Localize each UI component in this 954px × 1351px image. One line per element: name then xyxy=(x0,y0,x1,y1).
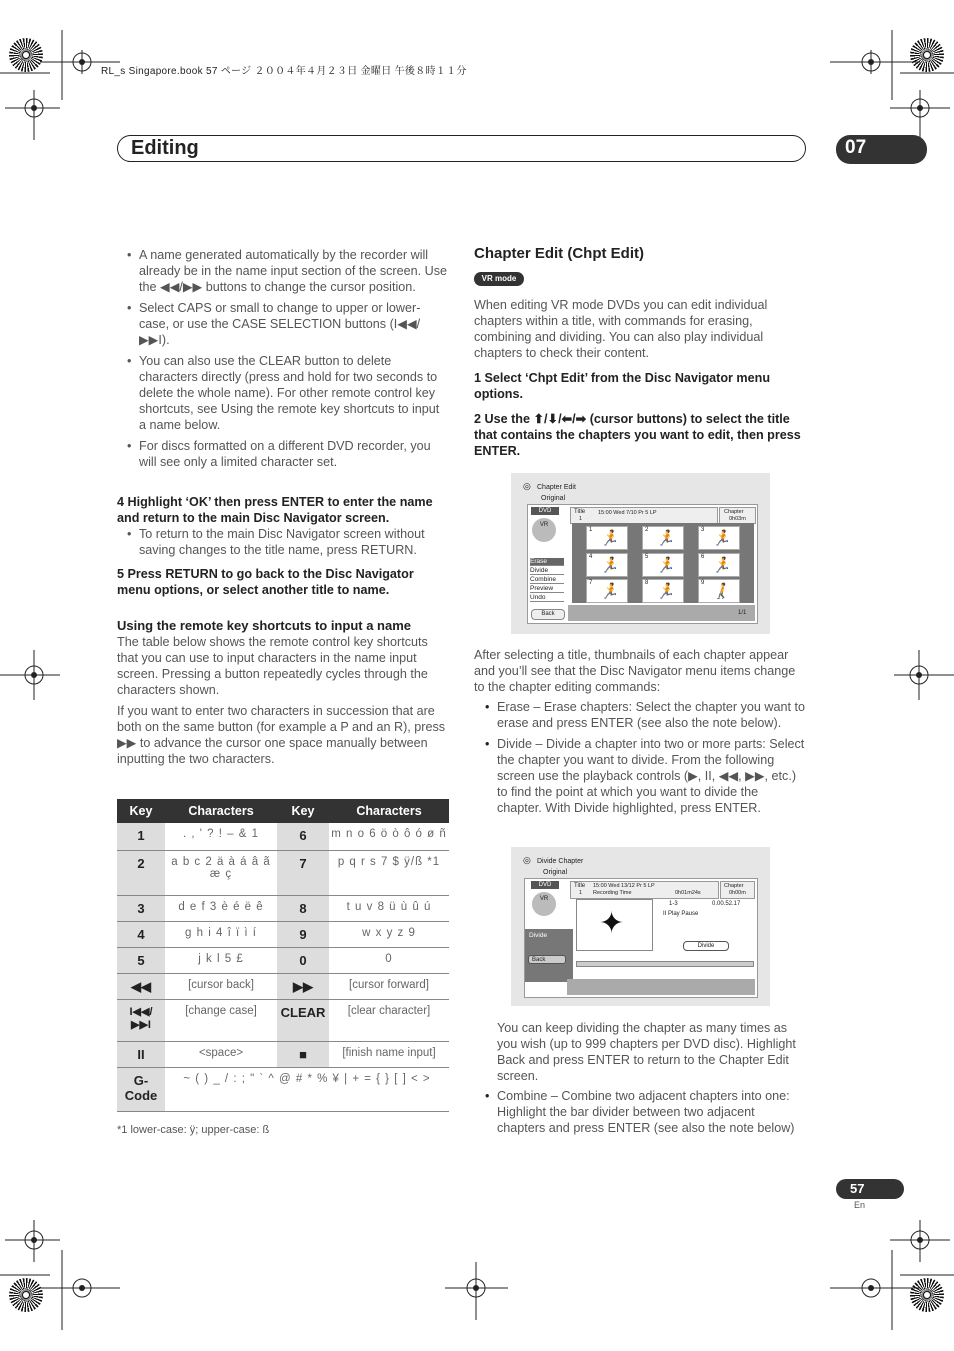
title-info-bar: Title 1 15:00 Wed 7/10 Pr 5 LP xyxy=(570,507,718,524)
chars-cell: m n o 6 ö ò ô ó ø ñ xyxy=(329,823,449,850)
language-label: En xyxy=(854,1200,866,1210)
back-button[interactable]: Back xyxy=(528,955,566,964)
table-row xyxy=(117,921,449,947)
disc-type-badge: DVD xyxy=(531,881,559,889)
screen-panel xyxy=(524,878,758,998)
chars-cell: p q r s 7 $ ÿ/ß *1 xyxy=(329,850,449,895)
title-info-bar: Title 1 15:00 Wed 13/12 Pr 5 LP Recording Time 0h01m24s xyxy=(570,881,719,899)
key-cell: 2 xyxy=(117,850,165,895)
timecode: 0.00.52.17 xyxy=(712,901,741,907)
after-para: After selecting a title, thumbnails of each chapter appear and you’ll see that the Disc Navigator menu items change to the chapter editing commands: xyxy=(474,648,796,694)
screen-disc-icon: ◎ xyxy=(523,481,531,491)
right-heading: Chapter Edit (Chpt Edit) xyxy=(474,245,644,262)
screen-title: Chapter Edit xyxy=(537,484,576,491)
shortcuts-heading: Using the remote key shortcuts to input a name xyxy=(117,618,411,633)
table-row xyxy=(117,999,449,1041)
chapter-info-box: Chapter 0h03m xyxy=(719,507,756,524)
thumbnail[interactable]: 1 🏃 xyxy=(586,526,628,550)
divide-button[interactable]: Divide xyxy=(683,941,729,951)
right-intro-block xyxy=(474,297,806,459)
thumbnail-grid xyxy=(572,523,754,603)
th-chars-1: Characters xyxy=(165,799,277,823)
chars-cell: . , ' ? ! – & 1 xyxy=(165,823,277,850)
vr-disc-icon: VR xyxy=(532,518,556,542)
key-cell: 6 xyxy=(277,823,329,850)
shortcuts-para-1: The table below shows the remote control key shortcuts that you can use to input characters in the name input screen. Pressing a button repeatedly cycles through the characters shown. xyxy=(117,635,428,697)
key-cell: 4 xyxy=(117,921,165,947)
leaf-image: ✦ xyxy=(599,907,625,940)
screen-tab-original: Original xyxy=(543,869,568,876)
chars-cell: [cursor back] xyxy=(165,973,277,999)
key-cell: G-Code xyxy=(117,1067,165,1111)
chars-cell: j k l 5 £ xyxy=(165,947,277,973)
key-cell: 1 xyxy=(117,823,165,850)
left-column xyxy=(127,247,449,470)
key-cell: 3 xyxy=(117,895,165,921)
chars-cell: [clear character] xyxy=(329,999,449,1041)
step-4-note: • To return to the main Disc Navigator screen without saving changes to the title name, press RETURN. xyxy=(127,526,449,558)
disc-type-label: DVD xyxy=(538,508,552,514)
chars-cell: ~ ( ) _ / : ; " ` ^ @ # * % ¥ | + = { } [ ] < > xyxy=(165,1067,449,1111)
thumbnail[interactable]: 2 🏃 xyxy=(642,526,684,550)
table-row xyxy=(117,973,449,999)
th-chars-2: Characters xyxy=(329,799,449,823)
footnote: *1 lower-case: ÿ; upper-case: ß xyxy=(117,1124,270,1136)
side-panel xyxy=(525,929,573,982)
bullet-auto-name: • A name generated automatically by the recorder will already be in the name input section of the screen. Use the ◀◀/▶▶ buttons to change the cursor position. xyxy=(127,247,449,295)
key-cell: 8 xyxy=(277,895,329,921)
th-key-1: Key xyxy=(117,799,165,823)
registration-star-tr xyxy=(910,38,944,72)
chars-cell: a b c 2 ä à á â ã æ ç xyxy=(165,850,277,895)
vr-mode-badge: VR mode xyxy=(474,272,524,286)
step-1: 1 Select ‘Chpt Edit’ from the Disc Navigator menu options. xyxy=(474,371,771,401)
page-number: 57 xyxy=(850,1181,865,1196)
table-row xyxy=(117,947,449,973)
shortcuts-para-2: If you want to enter two characters in succession that are both on the same button (for example a P and an R), press ▶▶ to advance the cursor one space manually between inputting the two characters. xyxy=(117,704,446,766)
side-label-divide: Divide xyxy=(529,932,548,939)
key-cell: 5 xyxy=(117,947,165,973)
screen-title: Divide Chapter xyxy=(537,858,584,865)
status-bar xyxy=(567,979,755,995)
key-cell: 7 xyxy=(277,850,329,895)
chars-cell: t u v 8 ü ù û ú xyxy=(329,895,449,921)
thumbnail[interactable]: 9 🚶 xyxy=(698,579,740,603)
intro-para: When editing VR mode DVDs you can edit individual chapters within a title, with commands for erasing, combining and dividing. You can also play individual chapters to check their content. xyxy=(474,298,768,360)
chars-cell: w x y z 9 xyxy=(329,921,449,947)
section-header xyxy=(117,135,806,162)
chars-cell: d e f 3 è é ë ê xyxy=(165,895,277,921)
table-row xyxy=(117,1067,449,1111)
right-bottom-block xyxy=(474,1020,806,1136)
screen-disc-icon: ◎ xyxy=(523,855,531,865)
menu-erase[interactable]: Erase xyxy=(530,558,564,566)
menu-panel xyxy=(530,558,566,605)
play-status: II Play Pause xyxy=(663,911,699,917)
chars-cell: [change case] xyxy=(165,999,277,1041)
thumbnail[interactable]: 5 🏃 xyxy=(642,553,684,577)
menu-undo[interactable]: Undo xyxy=(530,594,564,602)
registration-star-br xyxy=(910,1278,944,1312)
key-cell: I◀◀/ ▶▶I xyxy=(117,999,165,1041)
key-cell: ▶▶ xyxy=(277,973,329,999)
back-button[interactable]: Back xyxy=(531,609,565,620)
thumbnail[interactable]: 7 🏃 xyxy=(586,579,628,603)
key-cell: ■ xyxy=(277,1041,329,1067)
key-cell: II xyxy=(117,1041,165,1067)
table-row xyxy=(117,850,449,895)
print-header: RL_s Singapore.book 57 ページ ２００４年４月２３日 金曜日 午後８時１１分 xyxy=(101,66,467,77)
chapter-position: 1-3 xyxy=(669,901,678,907)
divide-more-para: You can keep dividing the chapter as many times as you wish (up to 999 chapters per DVD disc). Highlight Back and press ENTER to return to the Chapter Edit screen. xyxy=(497,1021,796,1083)
section-title: Editing xyxy=(131,137,199,159)
right-middle-block xyxy=(474,647,806,816)
bullet-caps: • Select CAPS or small to change to upper or lower-case, or use the CASE SELECTION buttons (I◀◀/▶▶I). xyxy=(127,300,449,348)
vr-disc-icon: VR xyxy=(532,892,556,916)
chapter-tab xyxy=(836,135,927,164)
chapter-edit-screen xyxy=(511,473,770,634)
bullet-other-discs: • For discs formatted on a different DVD recorder, you will see only a limited character set. xyxy=(127,438,449,470)
step-5: 5 Press RETURN to go back to the Disc Navigator menu options, or select another title to name. xyxy=(117,567,414,597)
thumbnail[interactable]: 8 🏃 xyxy=(642,579,684,603)
key-cell: ◀◀ xyxy=(117,973,165,999)
bullet-clear: • You can also use the CLEAR button to delete characters directly (press and hold for two seconds to delete the whole name). For other remote control key shortcuts, see Using the remote key shortcuts to input a name below. xyxy=(127,353,449,433)
step-4: 4 Highlight ‘OK’ then press ENTER to enter the name and return to the main Disc Navigator screen. xyxy=(117,495,433,525)
timeline-bar[interactable] xyxy=(576,961,754,967)
status-bar xyxy=(568,605,755,621)
combine-item: • Combine – Combine two adjacent chapters into one: Highlight the bar divider between two adjacent chapters and press ENTER (see also the note below) xyxy=(485,1088,806,1136)
menu-preview[interactable]: Preview xyxy=(530,585,564,593)
thumbnail[interactable]: 4 🏃 xyxy=(586,553,628,577)
menu-combine[interactable]: Combine xyxy=(530,576,564,584)
chars-cell: <space> xyxy=(165,1041,277,1067)
thumbnail[interactable]: 6 🏃 xyxy=(698,553,740,577)
chapter-number: 07 xyxy=(845,137,867,158)
key-cell: 0 xyxy=(277,947,329,973)
step-2: 2 Use the ⬆/⬇/⬅/➡ (cursor buttons) to select the title that contains the chapters you want to edit, then press ENTER. xyxy=(474,412,801,458)
disc-type-badge xyxy=(531,507,559,515)
chars-cell: g h i 4 î ï ì í xyxy=(165,921,277,947)
divide-chapter-screen xyxy=(511,847,770,1006)
preview-frame xyxy=(576,899,653,951)
menu-divide[interactable]: Divide xyxy=(530,567,564,575)
divide-item: • Divide – Divide a chapter into two or more parts: Select the chapter you want to divide. From the following screen use the playback controls (▶, II, ◀◀, ▶▶, etc.) to find the point at which you want to divide the chapter. With Divide highlighted, press ENTER. xyxy=(485,736,806,816)
chapter-info-box: Chapter 0h00m xyxy=(720,881,755,899)
table-row xyxy=(117,823,449,850)
table-row xyxy=(117,1041,449,1067)
left-steps xyxy=(117,494,449,767)
key-cell: CLEAR xyxy=(277,999,329,1041)
thumbnail[interactable]: 3 🏃 xyxy=(698,526,740,550)
screen-panel xyxy=(527,504,758,624)
screen-tab-original: Original xyxy=(541,495,566,502)
page-number-box xyxy=(836,1179,904,1199)
th-key-2: Key xyxy=(277,799,329,823)
erase-item: • Erase – Erase chapters: Select the chapter you want to erase and press ENTER (see also the note below). xyxy=(485,699,806,731)
key-shortcut-table xyxy=(117,799,449,1112)
table-header-row xyxy=(117,799,449,823)
page-indicator: 1/1 xyxy=(738,610,747,616)
registration-star-bl xyxy=(9,1278,43,1312)
registration-star-tl xyxy=(9,38,43,72)
chars-cell: [finish name input] xyxy=(329,1041,449,1067)
key-cell: 9 xyxy=(277,921,329,947)
chars-cell: [cursor forward] xyxy=(329,973,449,999)
table-row xyxy=(117,895,449,921)
chars-cell: 0 xyxy=(329,947,449,973)
